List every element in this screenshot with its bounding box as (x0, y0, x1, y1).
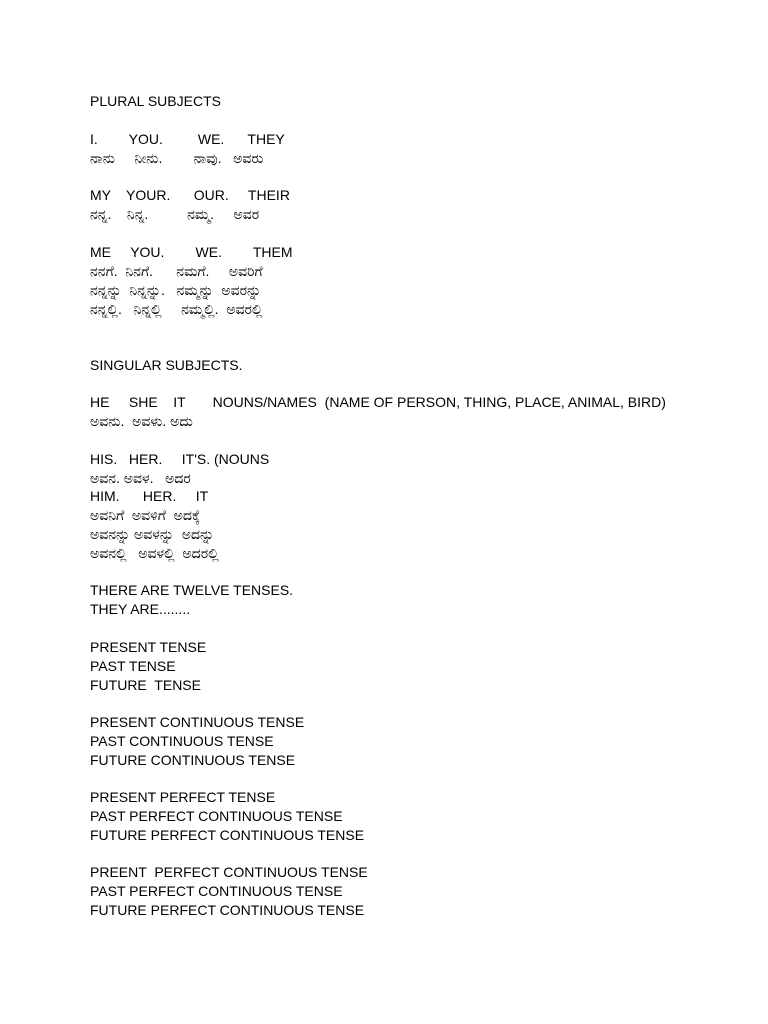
text-line: HE SHE IT NOUNS/NAMES (NAME OF PERSON, THING, PLACE, ANIMAL, BIRD) (90, 394, 666, 410)
text-line: HIS. HER. IT'S. (NOUNS (90, 451, 270, 467)
tense-item: PRESENT PERFECT TENSE (90, 789, 276, 805)
text-line: I. YOU. WE. THEY (90, 131, 285, 147)
tense-item: PREENT PERFECT CONTINUOUS TENSE (90, 864, 368, 880)
text-line: ನನ್ನನ್ನು ನಿನ್ನನ್ನು. ನಮ್ಮನ್ನು ಅವರನ್ನು (90, 282, 262, 298)
text-line: ME YOU. WE. THEM (90, 244, 293, 260)
tense-item: FUTURE CONTINUOUS TENSE (90, 752, 296, 768)
text-line: ಅವನು. ಅವಳು. ಅದು (90, 413, 193, 429)
text-line: ನನ್ನಲ್ಲಿ. ನಿನ್ನಲ್ಲಿ ನಮ್ಮಲ್ಲಿ. ಅವರಲ್ಲಿ (90, 301, 263, 317)
heading-plural-subjects: PLURAL SUBJECTS (90, 93, 221, 109)
text-line: ನನಗೆ. ನಿನಗೆ. ನಮಗೆ. ಅವರಿಗೆ (90, 263, 263, 279)
tense-item: PAST TENSE (90, 658, 176, 674)
heading-singular-subjects: SINGULAR SUBJECTS. (90, 357, 243, 373)
tense-item: FUTURE PERFECT CONTINUOUS TENSE (90, 902, 365, 918)
tense-item: PRESENT TENSE (90, 639, 207, 655)
text-line: THERE ARE TWELVE TENSES. (90, 582, 294, 598)
tense-item: FUTURE TENSE (90, 677, 201, 693)
tense-item: PAST CONTINUOUS TENSE (90, 733, 274, 749)
text-line: ಅವನ. ಅವಳ. ಅದರ (90, 470, 191, 486)
text-line: MY YOUR. OUR. THEIR (90, 187, 290, 203)
tense-item: PAST PERFECT CONTINUOUS TENSE (90, 883, 343, 899)
tense-item: FUTURE PERFECT CONTINUOUS TENSE (90, 827, 365, 843)
text-line: HIM. HER. IT (90, 488, 209, 504)
text-line: ಅವನಲ್ಲಿ ಅವಳಲ್ಲಿ ಅದರಲ್ಲಿ (90, 545, 219, 561)
text-line: ಅವನನ್ನು ಅವಳನ್ನು ಅದನ್ನು (90, 526, 215, 542)
tense-item: PRESENT CONTINUOUS TENSE (90, 714, 305, 730)
text-line: ನನ್ನ. ನಿನ್ನ. ನಮ್ಮ. ಅವರ (90, 206, 260, 222)
text-line: ನಾನು ನೀನು. ನಾವು. ಅವರು (90, 150, 264, 166)
text-line: ಅವನಿಗೆ ಅವಳಿಗೆ ಅದಕ್ಕೆ (90, 507, 201, 523)
text-line: THEY ARE........ (90, 601, 191, 617)
tense-item: PAST PERFECT CONTINUOUS TENSE (90, 808, 343, 824)
